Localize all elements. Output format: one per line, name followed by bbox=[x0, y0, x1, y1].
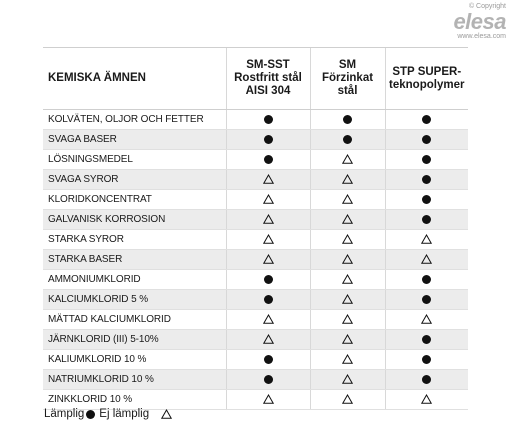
filled-circle-icon bbox=[422, 195, 431, 204]
resistance-cell bbox=[226, 150, 310, 170]
resistance-cell bbox=[385, 330, 468, 350]
resistance-cell bbox=[226, 210, 310, 230]
chemical-name: AMMONIUMKLORID bbox=[43, 270, 226, 290]
website-url: www.elesa.com bbox=[457, 33, 506, 40]
table-row bbox=[43, 330, 468, 350]
table-row bbox=[43, 150, 468, 170]
table-row bbox=[43, 250, 468, 270]
triangle-outline-icon bbox=[342, 334, 353, 344]
resistance-cell bbox=[310, 370, 385, 390]
resistance-cell bbox=[226, 370, 310, 390]
header-sm: SM Förzinkat stål bbox=[310, 48, 385, 110]
resistance-cell bbox=[310, 250, 385, 270]
triangle-outline-icon bbox=[342, 194, 353, 204]
resistance-cell bbox=[310, 210, 385, 230]
resistance-cell bbox=[385, 210, 468, 230]
resistance-cell bbox=[226, 190, 310, 210]
filled-circle-icon bbox=[422, 295, 431, 304]
triangle-outline-icon bbox=[421, 394, 432, 404]
legend bbox=[44, 408, 172, 420]
triangle-outline-icon bbox=[342, 234, 353, 244]
table-header-row bbox=[43, 48, 468, 110]
chemical-name: JÄRNKLORID (III) 5-10% bbox=[43, 330, 226, 350]
resistance-cell bbox=[226, 270, 310, 290]
filled-circle-icon bbox=[264, 115, 273, 124]
brand-name: elesa bbox=[453, 9, 506, 34]
table-row bbox=[43, 170, 468, 190]
triangle-outline-icon bbox=[421, 254, 432, 264]
chemical-name: STARKA BASER bbox=[43, 250, 226, 270]
elesa-logo bbox=[424, 3, 506, 41]
chemical-name: SVAGA SYROR bbox=[43, 170, 226, 190]
resistance-cell bbox=[385, 390, 468, 410]
resistance-cell bbox=[310, 130, 385, 150]
resistance-cell bbox=[310, 110, 385, 130]
table-row bbox=[43, 110, 468, 130]
resistance-cell bbox=[226, 130, 310, 150]
resistance-cell bbox=[226, 390, 310, 410]
table-row bbox=[43, 230, 468, 250]
filled-circle-icon bbox=[422, 135, 431, 144]
filled-circle-icon bbox=[422, 215, 431, 224]
filled-circle-icon bbox=[343, 135, 352, 144]
chemical-resistance-table bbox=[43, 47, 468, 410]
filled-circle-icon bbox=[264, 355, 273, 364]
triangle-outline-icon bbox=[342, 314, 353, 324]
resistance-cell bbox=[385, 270, 468, 290]
resistance-cell bbox=[226, 310, 310, 330]
resistance-cell bbox=[385, 110, 468, 130]
triangle-outline-icon bbox=[263, 234, 274, 244]
table-row bbox=[43, 190, 468, 210]
filled-circle-icon bbox=[264, 275, 273, 284]
copyright-text: © Copyright bbox=[468, 3, 506, 10]
triangle-outline-icon bbox=[263, 314, 274, 324]
triangle-outline-icon bbox=[342, 254, 353, 264]
triangle-outline-icon bbox=[342, 294, 353, 304]
chemical-name: LÖSNINGSMEDEL bbox=[43, 150, 226, 170]
resistance-cell bbox=[226, 230, 310, 250]
triangle-outline-icon bbox=[421, 314, 432, 324]
triangle-outline-icon bbox=[342, 394, 353, 404]
filled-circle-icon bbox=[422, 335, 431, 344]
triangle-outline-icon bbox=[342, 354, 353, 364]
resistance-cell bbox=[385, 370, 468, 390]
filled-circle-icon bbox=[86, 410, 95, 419]
chemical-name: KLORIDKONCENTRAT bbox=[43, 190, 226, 210]
filled-circle-icon bbox=[422, 175, 431, 184]
triangle-outline-icon bbox=[263, 334, 274, 344]
resistance-cell bbox=[385, 310, 468, 330]
header-stp: STP SUPER-teknopolymer bbox=[385, 48, 468, 110]
table-row bbox=[43, 310, 468, 330]
triangle-outline-icon bbox=[342, 214, 353, 224]
triangle-outline-icon bbox=[342, 174, 353, 184]
chemical-name: GALVANISK KORROSION bbox=[43, 210, 226, 230]
table-row bbox=[43, 270, 468, 290]
legend-suitable-label: Lämplig bbox=[44, 408, 85, 420]
filled-circle-icon bbox=[264, 135, 273, 144]
filled-circle-icon bbox=[422, 275, 431, 284]
resistance-cell bbox=[310, 190, 385, 210]
chemical-name: ZINKKLORID 10 % bbox=[43, 390, 226, 410]
resistance-cell bbox=[385, 150, 468, 170]
chemical-name: KOLVÄTEN, OLJOR OCH FETTER bbox=[43, 110, 226, 130]
triangle-outline-icon bbox=[342, 374, 353, 384]
resistance-cell bbox=[310, 170, 385, 190]
triangle-outline-icon bbox=[263, 214, 274, 224]
resistance-cell bbox=[385, 190, 468, 210]
chemical-name: MÄTTAD KALCIUMKLORID bbox=[43, 310, 226, 330]
chemical-name: KALCIUMKLORID 5 % bbox=[43, 290, 226, 310]
triangle-outline-icon bbox=[161, 409, 172, 419]
table-row bbox=[43, 370, 468, 390]
filled-circle-icon bbox=[264, 375, 273, 384]
filled-circle-icon bbox=[422, 355, 431, 364]
table-row bbox=[43, 390, 468, 410]
chemical-name: SVAGA BASER bbox=[43, 130, 226, 150]
resistance-cell bbox=[310, 290, 385, 310]
resistance-cell bbox=[385, 170, 468, 190]
resistance-cell bbox=[310, 270, 385, 290]
filled-circle-icon bbox=[264, 155, 273, 164]
resistance-cell bbox=[226, 110, 310, 130]
resistance-cell bbox=[385, 130, 468, 150]
resistance-cell bbox=[310, 230, 385, 250]
legend-not-suitable-label: Ej lämplig bbox=[99, 408, 150, 420]
chemical-name: STARKA SYROR bbox=[43, 230, 226, 250]
resistance-cell bbox=[385, 250, 468, 270]
resistance-cell bbox=[226, 170, 310, 190]
resistance-cell bbox=[226, 290, 310, 310]
resistance-cell bbox=[310, 330, 385, 350]
triangle-outline-icon bbox=[263, 254, 274, 264]
table-row bbox=[43, 130, 468, 150]
triangle-outline-icon bbox=[342, 274, 353, 284]
resistance-cell bbox=[385, 290, 468, 310]
triangle-outline-icon bbox=[263, 174, 274, 184]
table-row bbox=[43, 290, 468, 310]
filled-circle-icon bbox=[422, 155, 431, 164]
resistance-cell bbox=[226, 350, 310, 370]
table-row bbox=[43, 210, 468, 230]
resistance-cell bbox=[226, 330, 310, 350]
table-row bbox=[43, 350, 468, 370]
resistance-cell bbox=[310, 350, 385, 370]
triangle-outline-icon bbox=[342, 154, 353, 164]
resistance-cell bbox=[310, 150, 385, 170]
header-sm-sst: SM-SST Rostfritt stål AISI 304 bbox=[226, 48, 310, 110]
triangle-outline-icon bbox=[421, 234, 432, 244]
filled-circle-icon bbox=[343, 115, 352, 124]
triangle-outline-icon bbox=[263, 194, 274, 204]
header-chemicals: KEMISKA ÄMNEN bbox=[43, 48, 226, 110]
resistance-cell bbox=[310, 390, 385, 410]
chemical-name: KALIUMKLORID 10 % bbox=[43, 350, 226, 370]
resistance-cell bbox=[226, 250, 310, 270]
filled-circle-icon bbox=[422, 115, 431, 124]
filled-circle-icon bbox=[422, 375, 431, 384]
filled-circle-icon bbox=[264, 295, 273, 304]
resistance-cell bbox=[385, 350, 468, 370]
chemical-name: NATRIUMKLORID 10 % bbox=[43, 370, 226, 390]
resistance-cell bbox=[310, 310, 385, 330]
resistance-cell bbox=[385, 230, 468, 250]
triangle-outline-icon bbox=[263, 394, 274, 404]
